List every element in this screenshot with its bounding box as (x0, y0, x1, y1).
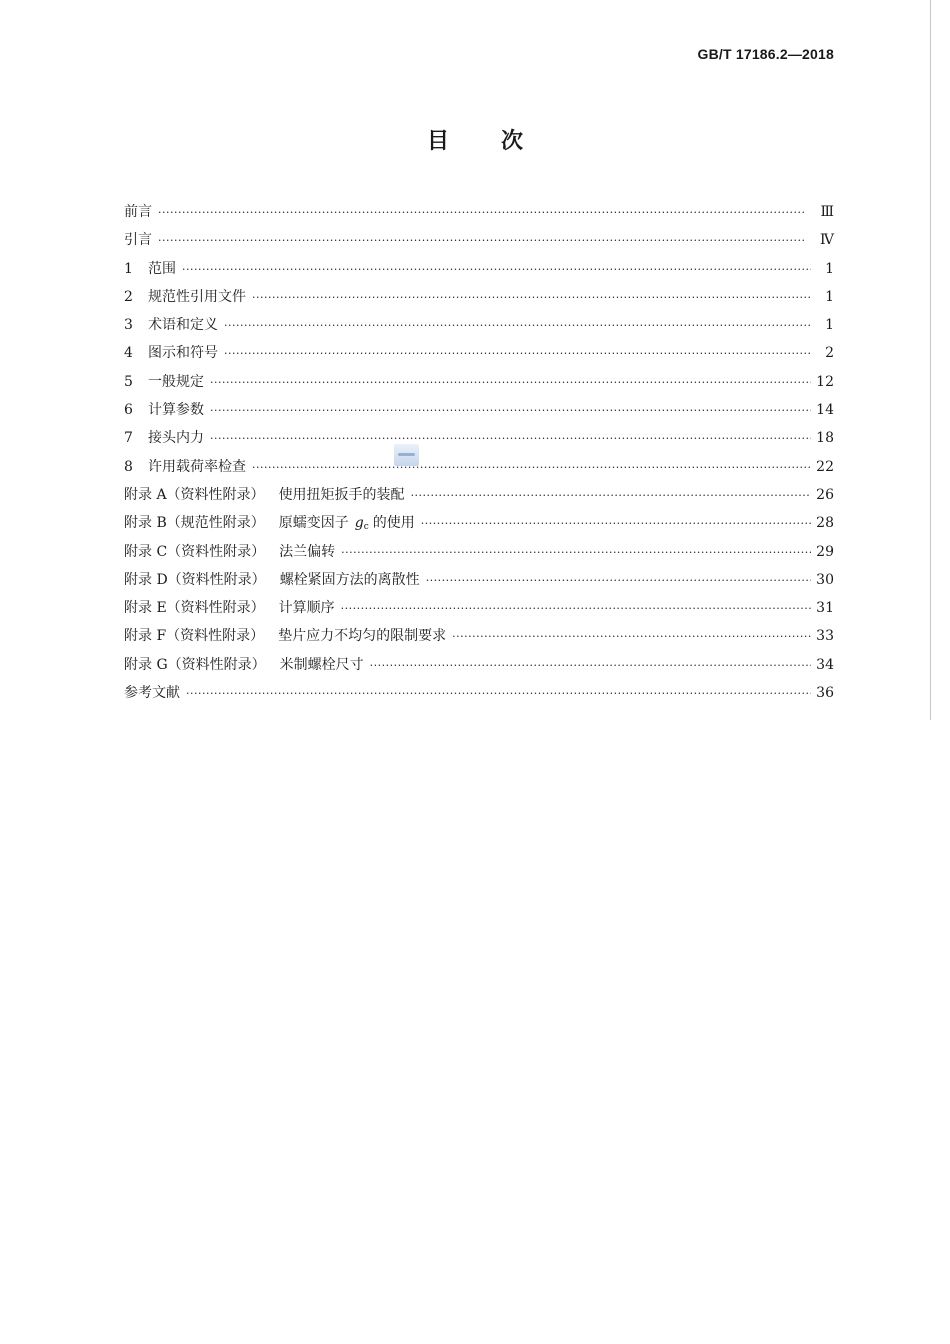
toc-dot-leader (452, 623, 811, 651)
toc-dot-leader (341, 539, 811, 567)
toc-page-number: 30 (816, 571, 834, 588)
toc-entry-title: 米制螺栓尺寸 (279, 656, 364, 673)
toc-appendix-tag: 附录 G（资料性附录） (124, 656, 266, 673)
toc-entry-label (124, 622, 446, 650)
toc-page-number: 1 (825, 317, 834, 334)
toc-dot-leader (158, 227, 811, 255)
toc-entry-label (124, 594, 335, 622)
toc-entry-label (124, 226, 152, 254)
toc-entry-label (124, 339, 218, 367)
toc-entry[interactable] (124, 509, 834, 537)
toc-dot-leader (426, 567, 811, 595)
toc-page-number: Ⅳ (820, 232, 834, 249)
toc-entry[interactable] (124, 538, 834, 566)
toc-entry-label (124, 198, 152, 226)
standard-code: GB/T 17186.2—2018 (697, 46, 834, 62)
toc-entry-title: 一般规定 (148, 373, 204, 390)
toc-entry-label (124, 651, 364, 679)
toc-dot-leader (421, 510, 811, 538)
toc-appendix-tag: 附录 A（资料性附录） (124, 486, 265, 503)
toc-page-number: 36 (816, 685, 834, 702)
toc-entry[interactable] (124, 594, 834, 622)
toc-entry-label (124, 396, 204, 424)
toc-dot-leader (252, 454, 811, 482)
toc-page-number: 22 (816, 458, 834, 475)
toc-entry[interactable] (124, 622, 834, 650)
toc-symbol: g (354, 515, 364, 532)
toc-appendix-tag: 附录 F（资料性附录） (124, 628, 265, 645)
toc-entry-title: 垫片应力不均匀的限制要求 (278, 628, 447, 645)
toc-page-number: 14 (816, 402, 834, 419)
toc-entry-label (124, 368, 204, 396)
toc-entry[interactable] (124, 679, 834, 707)
toc-entry[interactable] (124, 396, 834, 424)
toc-dot-leader (341, 595, 811, 623)
toc-entry[interactable] (124, 311, 834, 339)
toc-entry-title: 法兰偏转 (279, 543, 336, 560)
toc-entry-label (124, 538, 335, 566)
toc-entry-title: 接头内力 (148, 430, 204, 447)
toc-entry[interactable] (124, 255, 834, 283)
toc-symbol-subscript: c (363, 522, 369, 533)
toc-dot-leader (210, 369, 811, 397)
toc-entry-title: 术语和定义 (148, 317, 218, 334)
toc-list (124, 198, 834, 707)
toc-dot-leader (252, 284, 811, 312)
toc-dot-leader (224, 312, 811, 340)
toc-dot-leader (411, 482, 811, 510)
toc-page-number: 29 (816, 543, 834, 560)
toc-entry[interactable] (124, 198, 834, 226)
toc-entry-label (124, 566, 420, 594)
toc-appendix-tag: 附录 E（资料性附录） (124, 600, 265, 617)
toc-entry-title: 许用载荷率检查 (148, 458, 246, 475)
toc-entry-number: 5 (124, 373, 133, 390)
toc-page-number: 28 (816, 515, 834, 532)
toc-entry-number: 8 (124, 458, 133, 475)
toc-entry-label (124, 453, 246, 481)
toc-page-number: 26 (816, 486, 834, 503)
toc-page-number: 18 (816, 430, 834, 447)
toc-entry-label (124, 424, 204, 452)
title-char-1: 目 (426, 129, 449, 154)
toc-entry-number: 7 (124, 430, 133, 447)
toc-entry-title: 前言 (124, 204, 152, 220)
toc-entry-title: 计算顺序 (278, 600, 335, 617)
page-edge-line (930, 0, 931, 720)
toc-entry-label (124, 679, 180, 707)
toc-dot-leader (224, 340, 811, 368)
toc-appendix-tag: 附录 D（资料性附录） (124, 571, 266, 588)
toc-page-number: 33 (816, 628, 834, 645)
toc-entry-number: 6 (124, 402, 133, 419)
title-char-2: 次 (501, 129, 524, 154)
toc-dot-leader (210, 397, 811, 425)
toc-entry-title: 计算参数 (148, 402, 204, 419)
toc-entry[interactable] (124, 566, 834, 594)
toc-page-number: 34 (816, 656, 834, 673)
toc-entry-number: 1 (124, 260, 133, 277)
toc-entry-title: 规范性引用文件 (148, 288, 246, 305)
toc-entry-title: 螺栓紧固方法的离散性 (279, 571, 420, 588)
toc-entry[interactable] (124, 424, 834, 452)
toc-dot-leader (370, 652, 811, 680)
toc-entry-label (124, 481, 405, 509)
toc-appendix-tag: 附录 C（资料性附录） (124, 543, 266, 560)
toc-entry-title: 引言 (124, 232, 152, 249)
toc-dot-leader (186, 680, 811, 708)
toc-page-number: 1 (825, 260, 834, 277)
toc-entry[interactable] (124, 651, 834, 679)
toc-entry[interactable] (124, 368, 834, 396)
toc-entry-title: 范围 (148, 260, 176, 277)
toc-page-number: Ⅲ (820, 204, 834, 220)
toc-entry-label (124, 311, 218, 339)
toc-entry[interactable] (124, 339, 834, 367)
toc-page-number: 1 (825, 288, 834, 305)
toc-entry-title: 原蠕变因子 (278, 515, 349, 532)
toc-entry-number: 2 (124, 288, 133, 305)
toc-entry-number: 3 (124, 317, 133, 334)
toc-entry-title: 图示和符号 (148, 345, 218, 362)
toc-entry-label (124, 283, 246, 311)
toc-entry[interactable] (124, 283, 834, 311)
toc-page-number: 31 (816, 600, 834, 617)
toc-entry[interactable] (124, 453, 834, 481)
toc-entry-number: 4 (124, 345, 133, 362)
toc-page-number: 2 (825, 345, 834, 362)
toc-dot-leader (210, 425, 811, 453)
toc-entry[interactable] (124, 481, 834, 509)
toc-entry-title-suffix: 的使用 (372, 515, 415, 532)
toc-appendix-tag: 附录 B（规范性附录） (124, 515, 265, 532)
toc-entry[interactable] (124, 226, 834, 254)
toc-entry-label (124, 255, 176, 283)
toc-entry-title: 参考文献 (124, 685, 180, 702)
page-title (0, 124, 950, 155)
toc-page-number: 12 (816, 373, 834, 390)
toc-dot-leader (182, 256, 811, 284)
toc-entry-title: 使用扭矩扳手的装配 (278, 486, 405, 503)
toc-dot-leader (158, 199, 811, 227)
